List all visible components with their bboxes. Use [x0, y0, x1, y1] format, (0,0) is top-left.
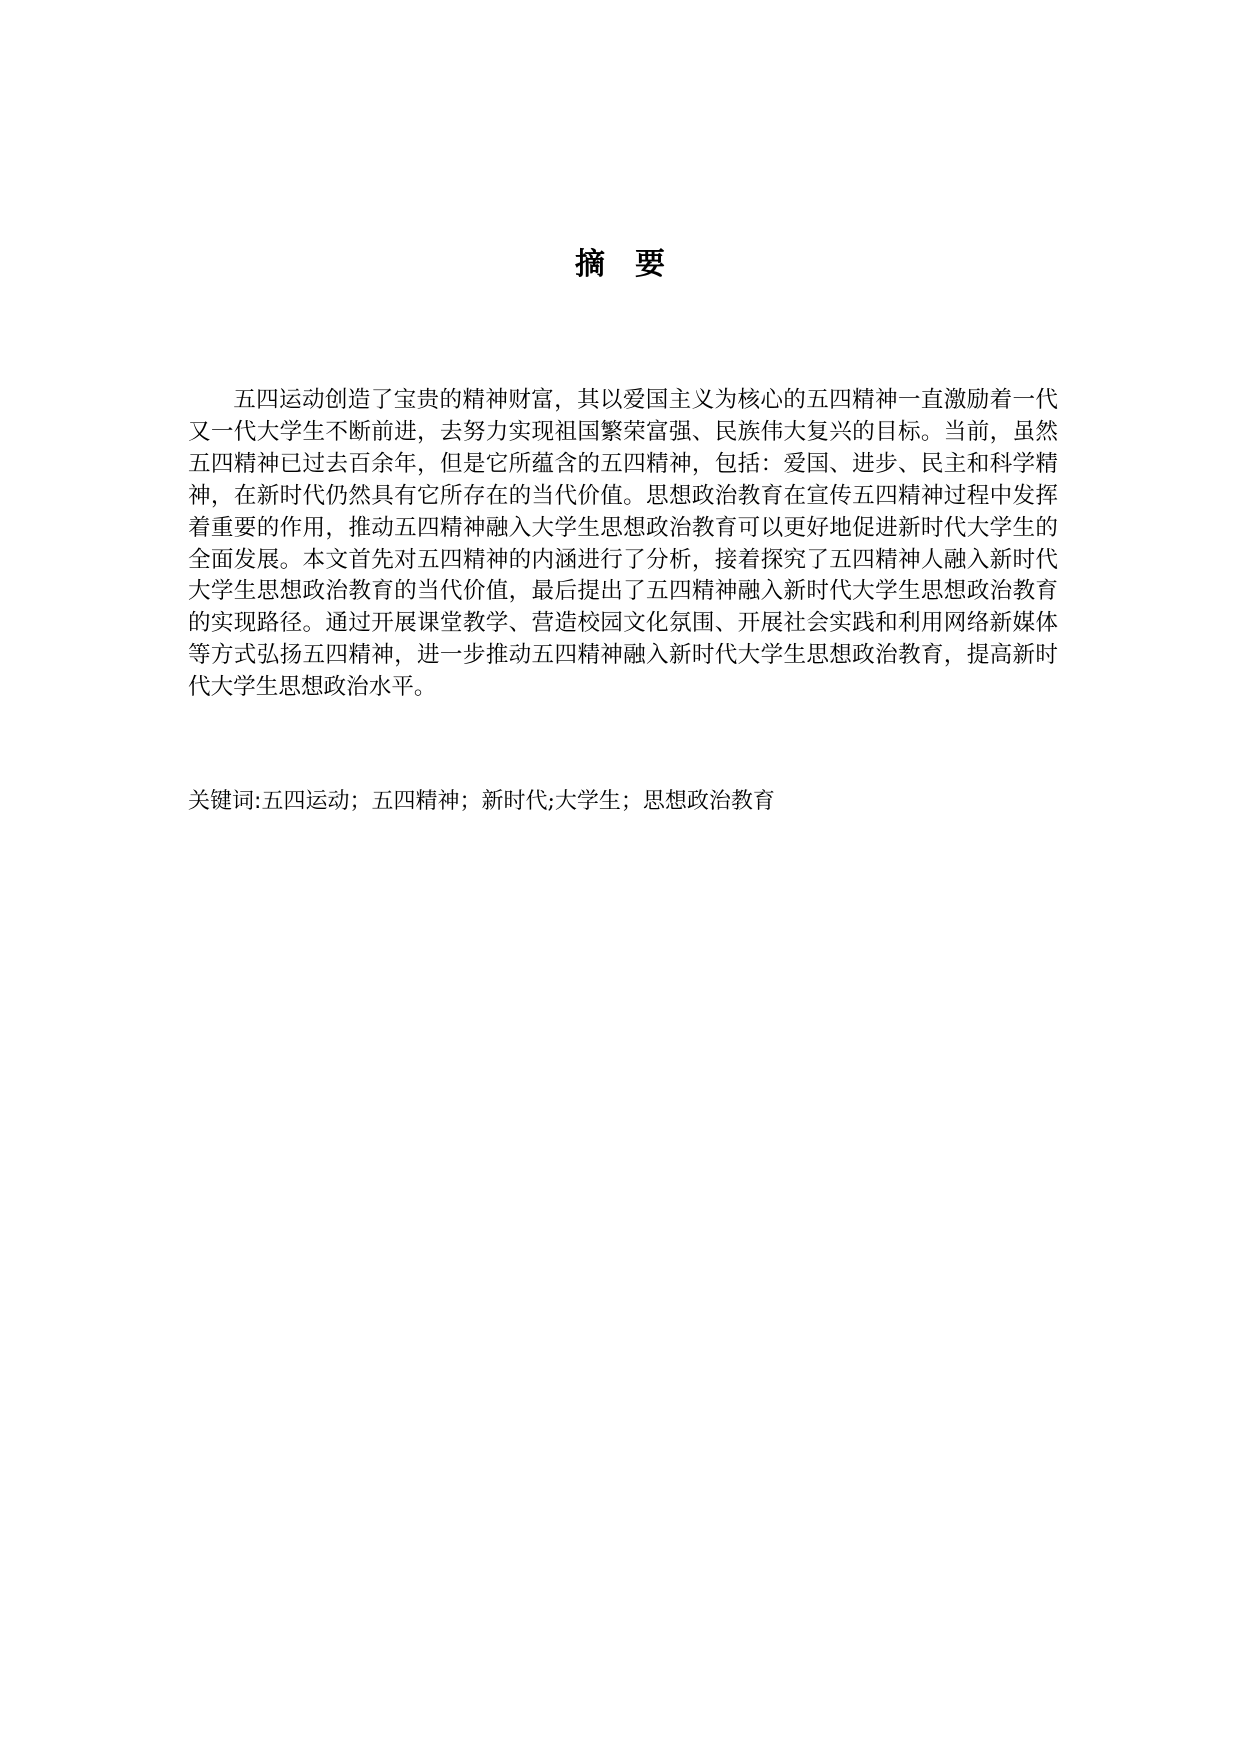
keywords-line — [188, 786, 1058, 818]
keywords-separator: : — [254, 789, 262, 814]
abstract-title: 摘 要 — [575, 247, 665, 282]
keywords-list: 五四运动；五四精神；新时代;大学生；思想政治教育 — [261, 789, 775, 814]
abstract-body: 五四运动创造了宝贵的精神财富，其以爱国主义为核心的五四精神一直激励着一代又一代大学生不断前进，去努力实现祖国繁荣富强、民族伟大复兴的目标。当前，虽然五四精神已过去百余年，但是它所蕴含的五四精神，包括：爱国、进步、民主和科学精神，在新时代仍然具有它所存在的当代价值。思想政治教育在宣传五四精神过程中发挥着重要的作用，推动五四精神融入大学生思想政治教育可以更好地促进新时代大学生的全面发展。本文首先对五四精神的内涵进行了分析，接着探究了五四精神人融入新时代大学生思想政治教育的当代价值，最后提出了五四精神融入新时代大学生思想政治教育的实现路径。通过开展课堂教学、营造校园文化氛围、开展社会实践和利用网络新媒体等方式弘扬五四精神，进一步推动五四精神融入新时代大学生思想政治教育，提高新时代大学生思想政治水平。 — [188, 387, 1058, 701]
keywords-label: 关键词 — [188, 789, 255, 814]
